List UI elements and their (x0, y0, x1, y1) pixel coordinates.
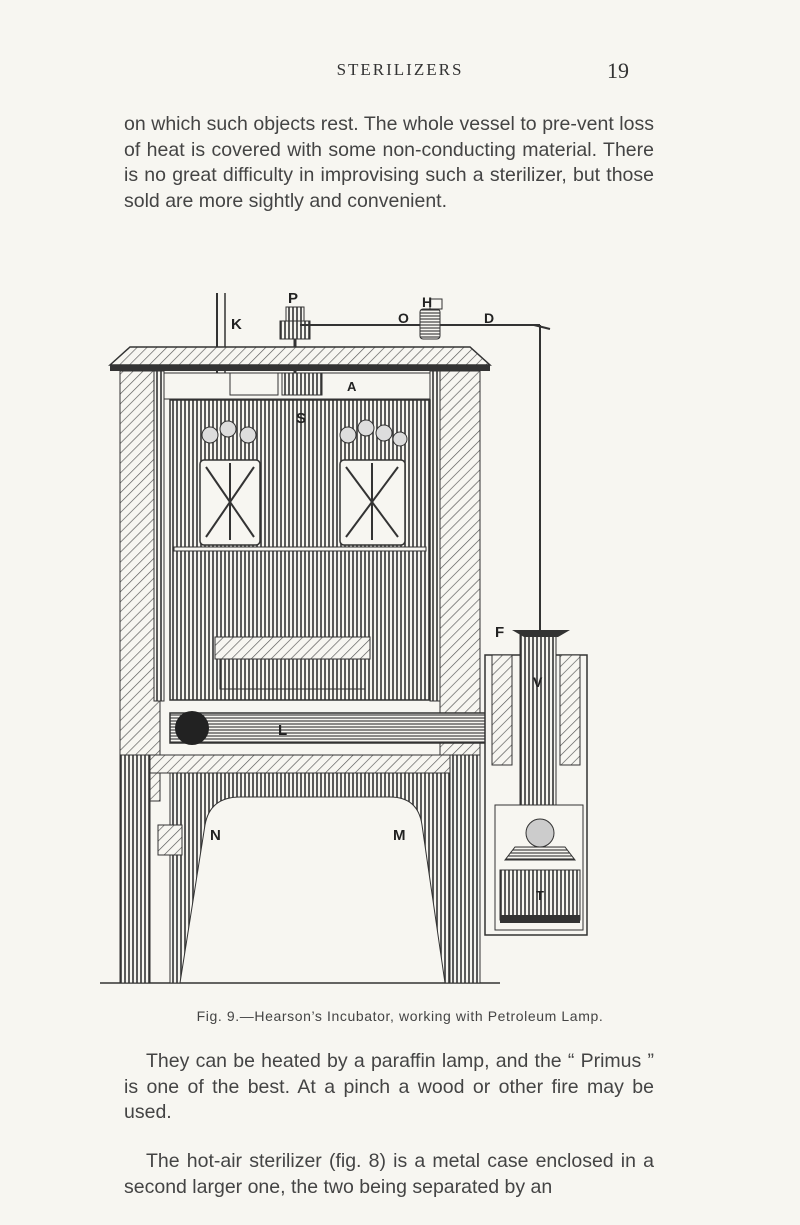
incubator-top (110, 347, 490, 365)
capsule-p (286, 307, 304, 321)
label-v: V (533, 674, 543, 690)
flue-l (170, 713, 515, 743)
chimney-v (520, 635, 556, 805)
label-p: P (288, 290, 299, 307)
lamp-burner (526, 819, 554, 847)
figure-caption: Fig. 9.—Hearson’s Incubator, working with Petroleum Lamp. (196, 1008, 604, 1024)
tray (215, 637, 370, 659)
label-m: M (393, 827, 406, 844)
label-d: D (484, 310, 495, 326)
label-a: A (347, 379, 357, 394)
running-head: STERILIZERS (336, 60, 464, 79)
label-h: H (422, 294, 433, 310)
paragraph-2: They can be heated by a paraffin lamp, and the “ Primus ” is one of the best. At a pinch a wood or other fire may be used. (124, 1050, 654, 1123)
paragraph-1: on which such objects rest. The whole vessel to pre-vent loss of heat is covered with some non-conducting material. There is no great difficulty in improvising such a sterilizer, but those sold are more sightly and convenient. (124, 113, 654, 212)
leg-left (120, 755, 150, 983)
incubator-figure (100, 285, 620, 990)
thermometer-h (420, 309, 440, 339)
label-t: T (536, 888, 544, 903)
paragraph-3: The hot-air sterilizer (fig. 8) is a metal case enclosed in a second larger one, the two being separated by an (124, 1150, 654, 1198)
page-number: 19 (607, 58, 629, 83)
label-s: S (296, 410, 307, 427)
label-l: L (278, 722, 288, 739)
label-f: F (495, 624, 505, 641)
label-n: N (210, 827, 221, 844)
leg-right (450, 755, 480, 983)
label-k: K (231, 316, 242, 333)
label-o: O (398, 310, 409, 326)
stand-arch (170, 773, 455, 983)
